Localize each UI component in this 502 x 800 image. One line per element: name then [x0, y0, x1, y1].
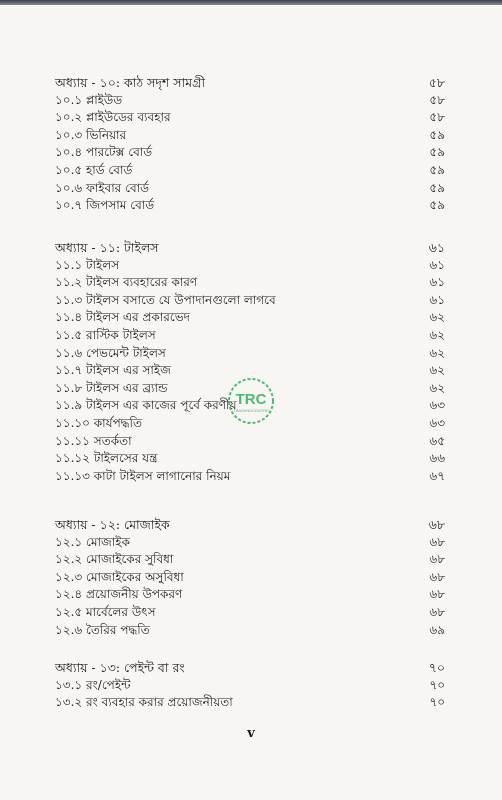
entry-page: ৬৫	[429, 433, 445, 448]
entry-page: ৫৯	[429, 162, 445, 177]
entry-title: ১১.১০ কার্যপদ্ধতি	[55, 415, 142, 430]
toc-entry	[55, 144, 445, 162]
trc-watermark-logo	[226, 376, 276, 426]
entry-page: ৭০	[429, 677, 445, 692]
toc-entry	[55, 197, 445, 215]
entry-title: ১২.৩ মোজাইকের অসুবিধা	[55, 569, 184, 584]
toc-entry	[55, 694, 445, 712]
toc-entry	[55, 604, 445, 622]
entry-title: ১১.৮ টাইলস এর ব্র্যান্ড	[55, 380, 168, 395]
toc-entry	[55, 433, 445, 451]
toc-entry	[55, 162, 445, 180]
entry-title: ১০.১ প্লাইউড	[55, 92, 123, 107]
page-top-edge	[0, 0, 502, 5]
entry-page: ৫৯	[429, 145, 445, 160]
toc-entry	[55, 468, 445, 486]
entry-title: ১১.১১ সতর্কতা	[55, 433, 132, 448]
chapter-heading	[55, 516, 445, 534]
toc-entry	[55, 92, 445, 110]
entry-page: ৫৯	[429, 180, 445, 195]
chapter-12-section	[55, 516, 445, 639]
chapter-page: ৬৮	[428, 517, 445, 532]
entry-title: ১০.৩ ভিনিয়ার	[55, 127, 127, 142]
entry-page: ৬২	[429, 380, 445, 395]
entry-page: ৬১	[429, 275, 445, 290]
entry-page: ৬৬	[429, 451, 445, 466]
watermark-subtext: TRAININGCENTRE	[233, 408, 269, 413]
toc-entry	[55, 127, 445, 145]
entry-page: ৬৮	[429, 587, 445, 602]
entry-title: ১০.৭ জিপসাম বোর্ড	[55, 198, 155, 213]
entry-page: ৭০	[429, 695, 445, 710]
entry-title: ১০.৪ পারটেক্স বোর্ড	[55, 145, 153, 160]
entry-page: ৬৮	[429, 569, 445, 584]
watermark-text: TRC	[235, 391, 267, 408]
entry-title: ১২.১ মোজাইক	[55, 534, 130, 549]
entry-page: ৬৯	[429, 622, 445, 637]
chapter-title: অধ্যায় - ১২: মোজাইক	[55, 517, 170, 532]
entry-title: ১০.২ প্লাইউডের ব্যবহার	[55, 110, 171, 125]
toc-entry	[55, 274, 445, 292]
chapter-heading	[55, 74, 445, 92]
toc-entry	[55, 109, 445, 127]
entry-title: ১১.১৩ কাটা টাইলস লাগানোর নিয়ম	[55, 468, 231, 483]
toc-entry	[55, 327, 445, 345]
entry-page: ৬২	[429, 345, 445, 360]
chapter-page: ৫৮	[428, 75, 445, 90]
toc-entry	[55, 292, 445, 310]
entry-page: ৬২	[429, 310, 445, 325]
chapter-page: ৬১	[428, 240, 445, 255]
entry-page: ৫৮	[429, 110, 445, 125]
entry-title: ১২.৫ মার্বেলের উৎস	[55, 604, 156, 619]
entry-title: ১১.২ টাইলস ব্যবহারের কারণ	[55, 275, 198, 290]
entry-page: ৬৩	[429, 398, 445, 413]
chapter-heading	[55, 659, 445, 677]
entry-title: ১১.৩ টাইলস বসাতে যে উপাদানগুলো লাগবে	[55, 292, 276, 307]
chapter-title: অধ্যায় - ১০: কাঠ সদৃশ সামগ্রী	[55, 75, 206, 90]
entry-page: ৫৮	[429, 92, 445, 107]
toc-entry	[55, 309, 445, 327]
chapter-13-section	[55, 659, 445, 712]
entry-page: ৫৯	[429, 198, 445, 213]
toc-entry	[55, 586, 445, 604]
chapter-11-section	[55, 239, 445, 485]
entry-title: ১১.৯ টাইলস এর কাজের পূর্বে করণীয়	[55, 398, 237, 413]
entry-page: ৬৮	[429, 604, 445, 619]
entry-title: ১১.৫ রাস্টিক টাইলস	[55, 327, 156, 342]
entry-title: ১২.২ মোজাইকের সুবিধা	[55, 552, 174, 567]
toc-entry	[55, 677, 445, 695]
toc-entry	[55, 180, 445, 198]
entry-title: ১২.৬ তৈরির পদ্ধতি	[55, 622, 150, 637]
entry-page: ৬৮	[429, 534, 445, 549]
toc-entry	[55, 534, 445, 552]
entry-page: ৬৩	[429, 415, 445, 430]
entry-page: ৬১	[429, 292, 445, 307]
chapter-10-section	[55, 74, 445, 215]
entry-page: ৫৯	[429, 127, 445, 142]
toc-entry	[55, 551, 445, 569]
entry-title: ১১.৪ টাইলস এর প্রকারভেদ	[55, 310, 190, 325]
toc-entry	[55, 345, 445, 363]
entry-page: ৬২	[429, 363, 445, 378]
entry-title: ১১.১ টাইলস	[55, 257, 120, 272]
entry-title: ১১.৭ টাইলস এর সাইজ	[55, 363, 171, 378]
entry-title: ১১.৬ পেভমেন্ট টাইলস	[55, 345, 166, 360]
toc-entry	[55, 622, 445, 640]
entry-page: ৬১	[429, 257, 445, 272]
toc-entry	[55, 257, 445, 275]
entry-title: ১০.৬ ফাইবার বোর্ড	[55, 180, 149, 195]
entry-title: ১৩.২ রং ব্যবহার করার প্রয়োজনীয়তা	[55, 695, 233, 710]
entry-page: ৬২	[429, 327, 445, 342]
chapter-page: ৭০	[428, 660, 445, 675]
entry-title: ১১.১২ টাইলসের যন্ত্র	[55, 451, 158, 466]
entry-title: ১৩.১ রং/পেইন্ট	[55, 677, 131, 692]
toc-entry	[55, 569, 445, 587]
entry-title: ১০.৫ হার্ড বোর্ড	[55, 162, 133, 177]
entry-title: ১২.৪ প্রয়োজনীয় উপকরণ	[55, 587, 183, 602]
chapter-heading	[55, 239, 445, 257]
page-number: v	[247, 726, 255, 741]
toc-entry	[55, 450, 445, 468]
chapter-title: অধ্যায় - ১৩: পেইন্ট বা রং	[55, 660, 185, 675]
entry-page: ৬৮	[429, 552, 445, 567]
chapter-title: অধ্যায় - ১১: টাইলস	[55, 240, 159, 255]
entry-page: ৬৭	[429, 468, 445, 483]
